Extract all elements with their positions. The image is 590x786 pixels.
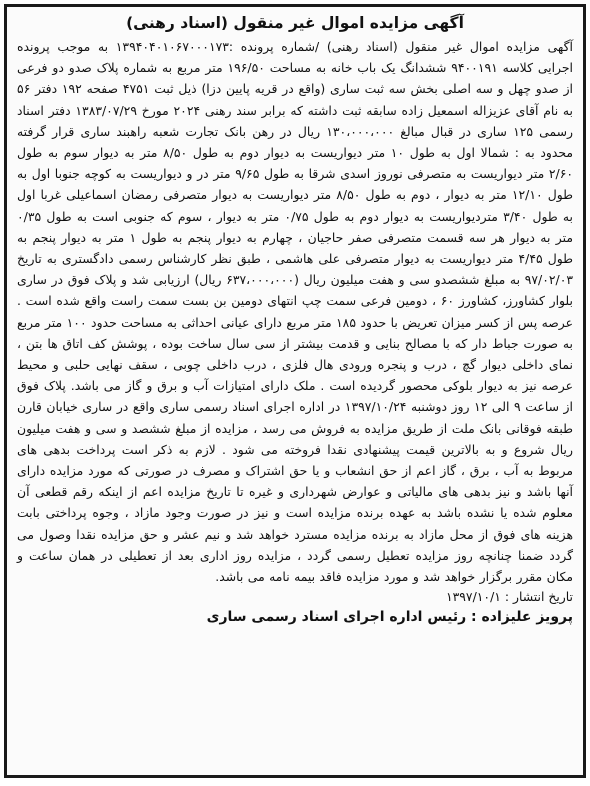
notice-title: آگهی مزایده اموال غیر منقول (اسناد رهنی) — [126, 14, 464, 32]
signature: پرویز علیزاده : رئیس اداره اجرای اسناد رسمی ساری — [206, 609, 573, 626]
auction-notice — [4, 4, 586, 778]
publication-date: تاریخ انتشار : ۱۳۹۷/۱۰/۱ — [445, 589, 573, 605]
notice-body: آگهی مزایده اموال غیر منقول (اسناد رهنی) /شماره پرونده :۱۳۹۴۰۴۰۱۰۶۷۰۰۰۱۷۳ به موجب پرونده اجرایی کلاسه ۹۴۰۰۱۹۱ ششدانگ یک باب خانه به مساحت ۱۹۶/۵۰ متر مربع به شماره پلاک صدو دو فرعی از صدو چهل و سه اصلی بخش سه ثبت ساری (واقع در قریه پایین دزا) ذیل ثبت ۴۷۵۱ صفحه ۱۹۲ دفتر ۵۶ به نام آقای عزیزاله اسمعیل زاده سابقه ثبت داشته که برابر سند رهنی ۲۰۲۴ مورخ ۱۳۸۳/۰۷/۲۹ دفتر اسناد رسمی ۱۲۵ ساری در قبال مبالغ ۱۳۰،۰۰۰،۰۰۰ ریال در رهن بانک تجارت شعبه راهبند ساری قرار گرفته محدود به : شمالا اول به طول ۱۰ متر دیواریست به دیوار دوم به طول ۸/۵۰ متر به دیوار سوم به طول ۲/۶۰ متر دیواریست به متصرفی نوروز اسدی شرقا به طول ۹/۶۵ متر در و دیواریست به کوچه جنوبا اول به طول ۱۲/۱۰ متر به دیوار ، دوم به طول ۸/۵۰ متر دیواریست به دیوار متصرفی رمضان اسماعیلی غربا اول به طول ۳/۴۰ متردیواریست به دیوار دوم به طول ۰/۷۵ متر به دیوار ، سوم که جنوبی است به طول ۰/۳۵ متر به دیوار هر سه قسمت متصرفی صفر حاجیان ، چهارم به دیوار پنجم به طول ۱ متر به دیوار پنجم به طول ۴/۴۵ متر دیواریست به دیوار متصرفی علی هاشمی ، طبق نظر کارشناس رسمی دادگستری به تاریخ ۹۷/۰۲/۰۳ به مبلغ ششصدو سی و هفت میلیون ریال (۶۳۷،۰۰۰،۰۰۰ ریال) ارزیابی شد و پلاک فوق در ساری بلوار کشاورز، کشاورز ۶۰ ، دومین فرعی سمت چپ انتهای دومین بن بست سمت راست واقع شده است . عرصه پس از کسر میزان تعریض با حدود ۱۸۵ متر مربع دارای عیانی احداثی به مساحت حدود ۱۰۰ متر مربع به صورت جباط دار که با مصالح بنایی و قدمت بیشتر از سی سال ساخت بوده ، پوشش کف اتاق ها بتن ، نمای داخلی دیوار گچ ، درب و پنجره ورودی هال فلزی ، درب داخلی چوبی ، سقف نهایی حلبی و محیط عرصه نیز به دیوار بلوکی محصور گردیده است . ملک دارای امتیازات آب و برق و گاز می باشد. پلاک فوق از ساعت ۹ الی ۱۲ روز دوشنبه ۱۳۹۷/۱۰/۲۴ در اداره اجرای اسناد رسمی ساری واقع در ساری خیابان قارن طبقه فوقانی بانک ملت از طریق مزایده به فروش می رسد ، مزایده از مبلغ ششصد و سی و هفت میلیون ریال شروع و به بالاترین قیمت پیشنهادی نقدا فروخته می شود . لازم به ذکر است پرداخت بدهی های مربوط به آب ، برق ، گاز اعم از حق انشعاب و یا حق اشتراک و مصرف در صورتی که مورد مزایده دارای آنها باشد و نیز بدهی های مالیاتی و عوارض شهرداری و غیره تا تاریخ مزایده اعم از اینکه رقم قطعی آن معلوم شده یا نشده باشد به عهده برنده مزایده است و نیز در صورت وجود مازاد ، وجوه پرداختی بابت هزینه های فوق از محل مازاد به برنده مزایده مسترد خواهد شد و نیم عشر و حق مزایده نقدا وصول می گردد ضمنا چنانچه روز مزایده تعطیل رسمی گردد ، مزایده روز اداری بعد از تعطیلی در همان ساعت و مکان مقرر برگزار خواهد شد و مورد مزایده فاقد بیمه نامه می باشد. — [17, 39, 574, 585]
